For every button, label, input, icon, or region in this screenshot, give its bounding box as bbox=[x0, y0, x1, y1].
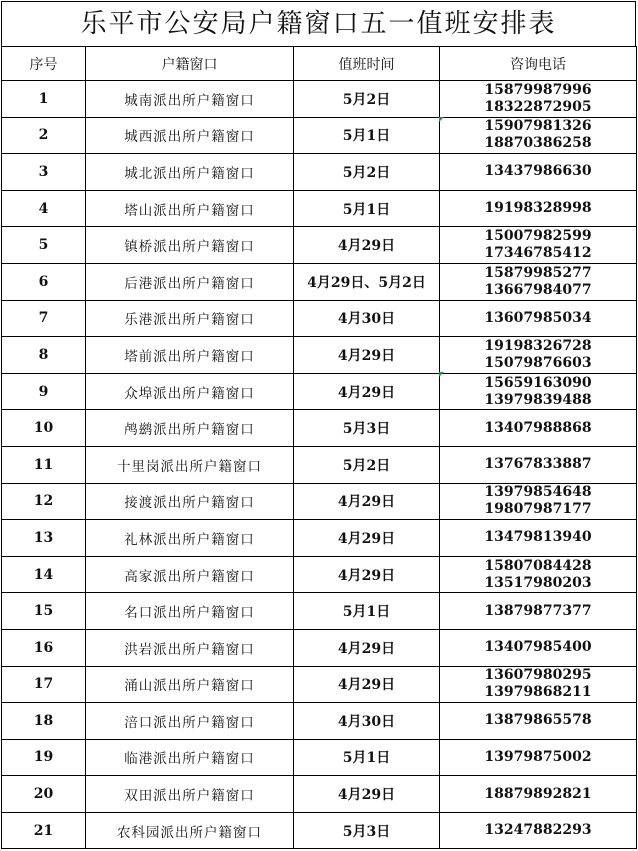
phone-number: 15659163090 bbox=[484, 374, 592, 391]
phone-number: 15879985277 bbox=[484, 264, 592, 281]
phone-number: 13607985034 bbox=[484, 309, 592, 326]
phone-number: 13437986630 bbox=[484, 163, 592, 180]
schedule-table bbox=[1, 46, 637, 849]
schedule-sheet bbox=[1, 1, 636, 849]
row-duty-time: 4月30日 bbox=[294, 300, 440, 337]
page-title: 乐平市公安局户籍窗口五一值班安排表 bbox=[1, 1, 636, 46]
row-window: 名口派出所户籍窗口 bbox=[86, 593, 294, 630]
table-row bbox=[2, 483, 637, 520]
row-duty-time: 4月29日、5月2日 bbox=[294, 263, 440, 300]
header-window: 户籍窗口 bbox=[86, 47, 294, 81]
row-window: 涪口派出所户籍窗口 bbox=[86, 703, 294, 740]
table-row bbox=[2, 593, 637, 630]
row-window: 后港派出所户籍窗口 bbox=[86, 263, 294, 300]
row-duty-time: 5月1日 bbox=[294, 739, 440, 776]
row-seq: 16 bbox=[2, 629, 86, 666]
row-phones bbox=[440, 703, 637, 740]
row-phones bbox=[440, 666, 637, 703]
row-phones bbox=[440, 739, 637, 776]
phone-number: 13879877377 bbox=[484, 602, 592, 619]
row-phones bbox=[440, 117, 637, 154]
table-row bbox=[2, 446, 637, 483]
row-seq: 9 bbox=[2, 373, 86, 410]
row-window: 双田派出所户籍窗口 bbox=[86, 776, 294, 813]
row-phones bbox=[440, 446, 637, 483]
row-window: 十里岗派出所户籍窗口 bbox=[86, 446, 294, 483]
row-duty-time: 5月1日 bbox=[294, 117, 440, 154]
table-row bbox=[2, 154, 637, 191]
row-duty-time: 5月1日 bbox=[294, 190, 440, 227]
row-window: 涌山派出所户籍窗口 bbox=[86, 666, 294, 703]
table-row bbox=[2, 300, 637, 337]
row-phones bbox=[440, 776, 637, 813]
phone-number: 15079876603 bbox=[484, 354, 592, 371]
phone-number: 18879892821 bbox=[484, 785, 592, 802]
table-row bbox=[2, 373, 637, 410]
phone-number: 18322872905 bbox=[484, 98, 592, 115]
row-duty-time: 5月2日 bbox=[294, 81, 440, 118]
cell-comment-marker bbox=[439, 372, 444, 377]
row-phones bbox=[440, 300, 637, 337]
phone-number: 13607980295 bbox=[484, 667, 592, 684]
row-phones bbox=[440, 337, 637, 374]
table-row bbox=[2, 263, 637, 300]
row-window: 城南派出所户籍窗口 bbox=[86, 81, 294, 118]
phone-number: 15007982599 bbox=[484, 228, 592, 245]
phone-number: 13247882293 bbox=[484, 822, 592, 839]
row-duty-time: 4月29日 bbox=[294, 373, 440, 410]
table-row bbox=[2, 666, 637, 703]
row-seq: 8 bbox=[2, 337, 86, 374]
row-window: 鸬鹚派出所户籍窗口 bbox=[86, 410, 294, 447]
cell-comment-marker bbox=[439, 117, 444, 122]
row-duty-time: 4月29日 bbox=[294, 337, 440, 374]
phone-number: 13979868211 bbox=[484, 684, 592, 701]
row-duty-time: 5月2日 bbox=[294, 446, 440, 483]
phone-number: 13517980203 bbox=[484, 574, 592, 591]
table-body bbox=[2, 81, 637, 849]
table-row bbox=[2, 190, 637, 227]
row-phones bbox=[440, 593, 637, 630]
row-seq: 3 bbox=[2, 154, 86, 191]
row-seq: 21 bbox=[2, 812, 86, 849]
phone-number: 13879865578 bbox=[484, 712, 592, 729]
row-window: 乐港派出所户籍窗口 bbox=[86, 300, 294, 337]
row-phones bbox=[440, 227, 637, 264]
row-duty-time: 4月29日 bbox=[294, 227, 440, 264]
row-duty-time: 4月29日 bbox=[294, 629, 440, 666]
header-phone: 咨询电话 bbox=[440, 47, 637, 81]
row-seq: 7 bbox=[2, 300, 86, 337]
row-phones bbox=[440, 263, 637, 300]
row-window: 塔前派出所户籍窗口 bbox=[86, 337, 294, 374]
header-row bbox=[2, 47, 637, 81]
row-seq: 6 bbox=[2, 263, 86, 300]
phone-number: 13407988868 bbox=[484, 419, 592, 436]
row-seq: 2 bbox=[2, 117, 86, 154]
row-duty-time: 4月29日 bbox=[294, 776, 440, 813]
phone-number: 13667984077 bbox=[484, 281, 592, 298]
header-seq: 序号 bbox=[2, 47, 86, 81]
phone-number: 15807084428 bbox=[484, 557, 592, 574]
row-phones bbox=[440, 520, 637, 557]
row-duty-time: 5月3日 bbox=[294, 410, 440, 447]
row-seq: 11 bbox=[2, 446, 86, 483]
row-phones bbox=[440, 373, 637, 410]
phone-number: 13479813940 bbox=[484, 529, 592, 546]
row-seq: 13 bbox=[2, 520, 86, 557]
row-seq: 15 bbox=[2, 593, 86, 630]
table-row bbox=[2, 337, 637, 374]
phone-number: 13979875002 bbox=[484, 748, 592, 765]
row-duty-time: 5月2日 bbox=[294, 154, 440, 191]
row-window: 临港派出所户籍窗口 bbox=[86, 739, 294, 776]
row-seq: 10 bbox=[2, 410, 86, 447]
row-duty-time: 4月29日 bbox=[294, 666, 440, 703]
row-phones bbox=[440, 812, 637, 849]
row-duty-time: 4月29日 bbox=[294, 556, 440, 593]
phone-number: 15907981326 bbox=[484, 118, 592, 135]
row-window: 城西派出所户籍窗口 bbox=[86, 117, 294, 154]
table-row bbox=[2, 81, 637, 118]
row-window: 农科园派出所户籍窗口 bbox=[86, 812, 294, 849]
row-duty-time: 4月29日 bbox=[294, 483, 440, 520]
phone-number: 15879987996 bbox=[484, 81, 592, 98]
table-row bbox=[2, 410, 637, 447]
row-duty-time: 4月29日 bbox=[294, 520, 440, 557]
row-window: 洪岩派出所户籍窗口 bbox=[86, 629, 294, 666]
table-row bbox=[2, 520, 637, 557]
row-seq: 12 bbox=[2, 483, 86, 520]
row-seq: 4 bbox=[2, 190, 86, 227]
table-row bbox=[2, 812, 637, 849]
table-row bbox=[2, 227, 637, 264]
row-window: 塔山派出所户籍窗口 bbox=[86, 190, 294, 227]
table-row bbox=[2, 739, 637, 776]
row-seq: 5 bbox=[2, 227, 86, 264]
table-row bbox=[2, 117, 637, 154]
phone-number: 13979854648 bbox=[484, 484, 592, 501]
row-phones bbox=[440, 154, 637, 191]
row-seq: 20 bbox=[2, 776, 86, 813]
header-time: 值班时间 bbox=[294, 47, 440, 81]
phone-number: 18870386258 bbox=[484, 135, 592, 152]
phone-number: 17346785412 bbox=[484, 245, 592, 262]
row-window: 高家派出所户籍窗口 bbox=[86, 556, 294, 593]
row-window: 众埠派出所户籍窗口 bbox=[86, 373, 294, 410]
row-seq: 14 bbox=[2, 556, 86, 593]
phone-number: 13767833887 bbox=[484, 456, 592, 473]
row-phones bbox=[440, 483, 637, 520]
row-window: 镇桥派出所户籍窗口 bbox=[86, 227, 294, 264]
row-phones bbox=[440, 629, 637, 666]
table-row bbox=[2, 703, 637, 740]
row-window: 城北派出所户籍窗口 bbox=[86, 154, 294, 191]
table-row bbox=[2, 556, 637, 593]
row-phones bbox=[440, 410, 637, 447]
phone-number: 19198326728 bbox=[484, 337, 592, 354]
row-window: 礼林派出所户籍窗口 bbox=[86, 520, 294, 557]
row-window: 接渡派出所户籍窗口 bbox=[86, 483, 294, 520]
row-seq: 18 bbox=[2, 703, 86, 740]
table-row bbox=[2, 776, 637, 813]
phone-number: 19198328998 bbox=[484, 200, 592, 217]
phone-number: 13407985400 bbox=[484, 639, 592, 656]
row-seq: 17 bbox=[2, 666, 86, 703]
phone-number: 13979839488 bbox=[484, 391, 592, 408]
row-phones bbox=[440, 81, 637, 118]
row-duty-time: 5月1日 bbox=[294, 593, 440, 630]
row-duty-time: 5月3日 bbox=[294, 812, 440, 849]
row-phones bbox=[440, 190, 637, 227]
phone-number: 19807987177 bbox=[484, 501, 592, 518]
row-phones bbox=[440, 556, 637, 593]
row-seq: 19 bbox=[2, 739, 86, 776]
row-duty-time: 4月30日 bbox=[294, 703, 440, 740]
table-row bbox=[2, 629, 637, 666]
row-seq: 1 bbox=[2, 81, 86, 118]
